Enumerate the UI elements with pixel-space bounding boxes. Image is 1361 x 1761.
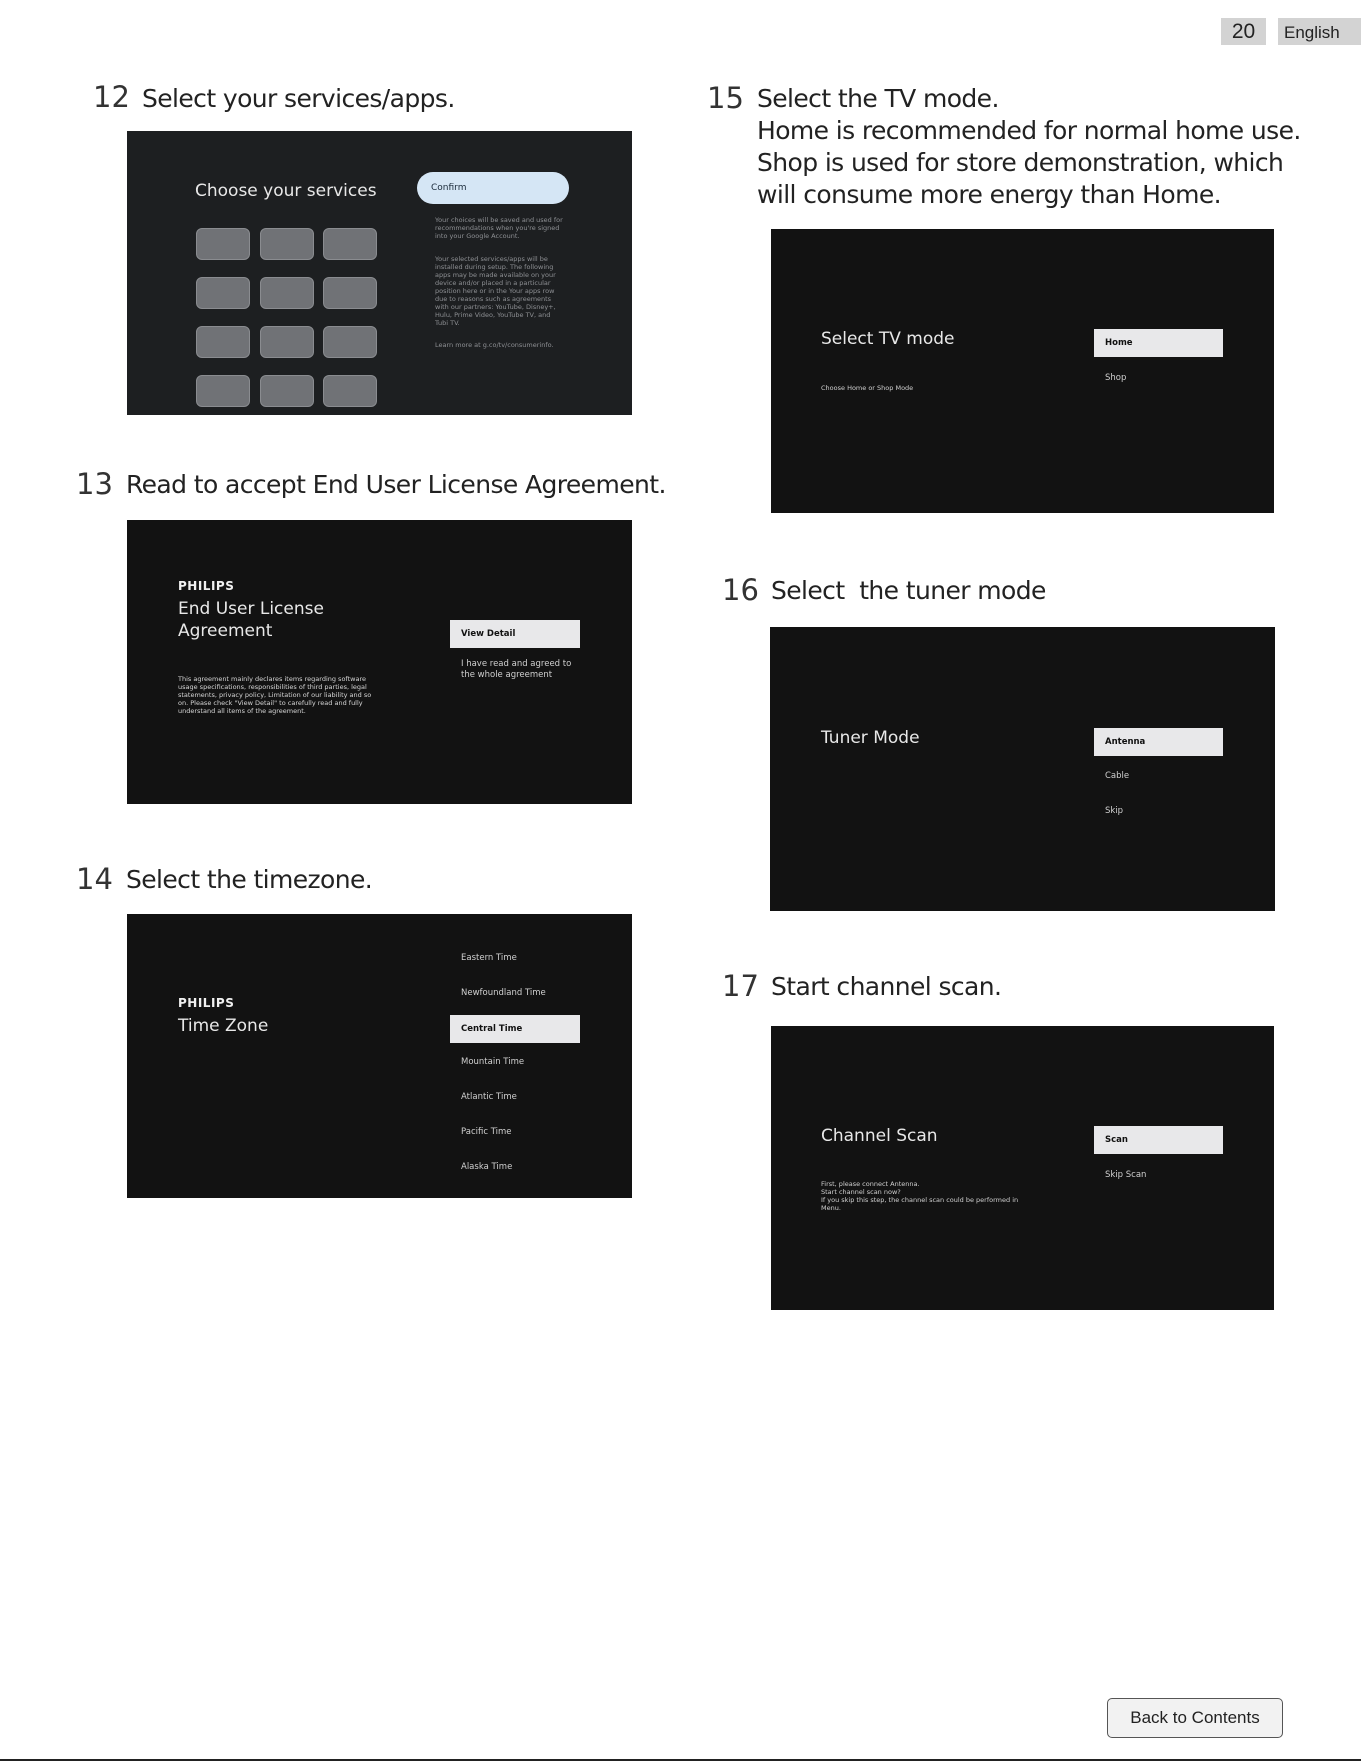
eula-body: This agreement mainly declares items regarding software usage specifications, responsibilities of third parties, legal statements, privacy policy, Limitation of our liability and so on. Please check "View Detail" to carefully read and fully understand all items of the agreement. (178, 675, 372, 715)
step-12-number: 12 (93, 80, 130, 114)
timezone-option-newfoundland[interactable]: Newfoundland Time (461, 988, 546, 998)
agree-option[interactable]: I have read and agreed to the whole agreement (461, 659, 572, 680)
step-16-number: 16 (722, 573, 759, 607)
step-14-number: 14 (76, 862, 113, 896)
timezone-option-alaska[interactable]: Alaska Time (461, 1162, 513, 1172)
timezone-option-atlantic[interactable]: Atlantic Time (461, 1092, 517, 1102)
timezone-option-mountain[interactable]: Mountain Time (461, 1057, 525, 1067)
page-number: 20 (1221, 18, 1266, 45)
cable-option[interactable]: Cable (1105, 771, 1130, 781)
step-15-title-line1: Select the TV mode. (757, 84, 999, 113)
services-info-2: Your selected services/apps will be installed during setup. The following apps may be made available on your device and/or placed in a particular position here or in the Your apps row due to reasons such as agreements with our partners: YouTube, Disney+, Hulu, Prime Video, YouTube TV, and Tubi TV. (435, 255, 556, 327)
view-detail-option[interactable]: View Detail (450, 620, 580, 648)
services-screenshot (127, 131, 632, 415)
tuner-mode-title: Tuner Mode (821, 728, 920, 748)
step-12-title: Select your services/apps. (142, 84, 455, 113)
skip-scan-option[interactable]: Skip Scan (1105, 1170, 1147, 1180)
timezone-screenshot (127, 914, 632, 1198)
step-15-title-line3: Shop is used for store demonstration, which (757, 148, 1284, 177)
services-info-3: Learn more at g.co/tv/consumerinfo. (435, 341, 554, 349)
services-title: Choose your services (195, 181, 377, 201)
services-info-1: Your choices will be saved and used for recommendations when you're signed into your Google Account. (435, 216, 563, 240)
scan-option[interactable]: Scan (1094, 1126, 1223, 1154)
step-16-title: Select the tuner mode (771, 576, 1046, 605)
step-15-title-line2: Home is recommended for normal home use. (757, 116, 1301, 145)
channel-scan-title: Channel Scan (821, 1126, 938, 1146)
tv-mode-screenshot (771, 229, 1274, 513)
timezone-option-eastern[interactable]: Eastern Time (461, 953, 517, 963)
step-14-title: Select the timezone. (126, 865, 373, 894)
timezone-title: Time Zone (178, 1016, 269, 1036)
confirm-button[interactable]: Confirm (417, 172, 569, 204)
channel-scan-body-1: First, please connect Antenna. (821, 1180, 920, 1188)
timezone-option-pacific[interactable]: Pacific Time (461, 1127, 512, 1137)
home-option[interactable]: Home (1094, 329, 1223, 357)
back-to-contents-button[interactable]: Back to Contents (1107, 1698, 1283, 1738)
skip-option[interactable]: Skip (1105, 806, 1124, 816)
channel-scan-body-4: Menu. (821, 1204, 841, 1212)
step-17-number: 17 (722, 969, 759, 1003)
timezone-option-central[interactable]: Central Time (450, 1015, 580, 1043)
step-13-title: Read to accept End User License Agreement. (126, 470, 666, 499)
antenna-option[interactable]: Antenna (1094, 728, 1223, 756)
step-13-number: 13 (76, 467, 113, 501)
language-label: English (1278, 18, 1361, 45)
channel-scan-body-2: Start channel scan now? (821, 1188, 901, 1196)
step-15-number: 15 (707, 81, 744, 115)
step-17-title: Start channel scan. (771, 972, 1002, 1001)
channel-scan-screenshot (771, 1026, 1274, 1310)
channel-scan-body-3: If you skip this step, the channel scan could be performed in (821, 1196, 1019, 1204)
tv-mode-subtitle: Choose Home or Shop Mode (821, 384, 914, 392)
philips-logo: PHILIPS (178, 579, 235, 593)
eula-screenshot (127, 520, 632, 804)
eula-title-line1: End User License (178, 599, 324, 619)
tv-mode-title: Select TV mode (821, 329, 955, 349)
tuner-mode-screenshot (770, 627, 1275, 911)
step-15-title-line4: will consume more energy than Home. (757, 180, 1221, 209)
shop-option[interactable]: Shop (1105, 373, 1127, 383)
eula-title-line2: Agreement (178, 621, 273, 641)
philips-logo: PHILIPS (178, 996, 235, 1010)
